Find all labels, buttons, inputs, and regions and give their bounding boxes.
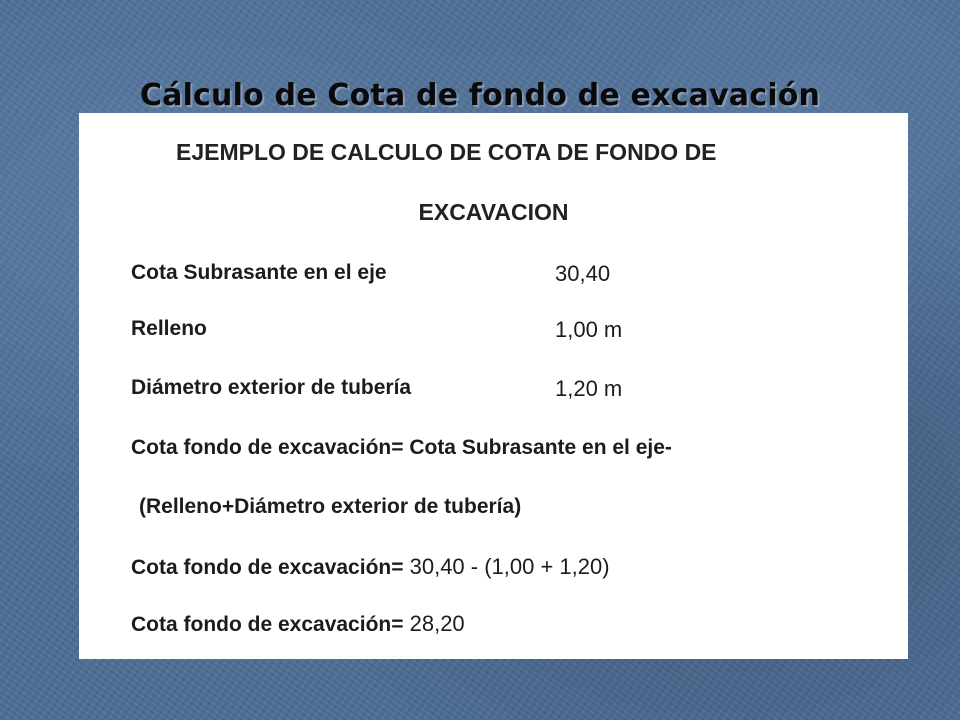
document-panel	[79, 113, 908, 659]
calculation-label: Cota fondo de excavación=	[131, 613, 404, 636]
parameter-label: Diámetro exterior de tubería	[131, 376, 412, 399]
calculation-row-substituted	[131, 554, 610, 580]
document-heading-line-1: EJEMPLO DE CALCULO DE COTA DE FONDO DE	[176, 139, 717, 165]
parameter-value: 30,40	[555, 261, 611, 286]
calculation-value: 30,40 - (1,00 + 1,20)	[403, 554, 610, 579]
parameter-row-subrasante	[131, 261, 611, 286]
parameter-row-relleno	[131, 317, 623, 342]
parameter-label: Cota Subrasante en el eje	[131, 261, 387, 284]
parameter-value: 1,00 m	[555, 317, 623, 342]
slide-title: Cálculo de Cota de fondo de excavación	[139, 78, 821, 113]
calculation-row-result	[131, 611, 465, 637]
calculation-label: Cota fondo de excavación=	[131, 556, 404, 579]
parameter-value: 1,20 m	[555, 376, 623, 401]
formula-line-1: Cota fondo de excavación= Cota Subrasante en el eje-	[131, 436, 672, 459]
calculation-result-value: 28,20	[403, 611, 465, 636]
formula-line-2: (Relleno+Diámetro exterior de tubería)	[139, 495, 522, 518]
document-heading-line-2: EXCAVACION	[418, 199, 569, 225]
parameter-row-diametro	[131, 376, 623, 401]
parameter-label: Relleno	[131, 317, 207, 340]
